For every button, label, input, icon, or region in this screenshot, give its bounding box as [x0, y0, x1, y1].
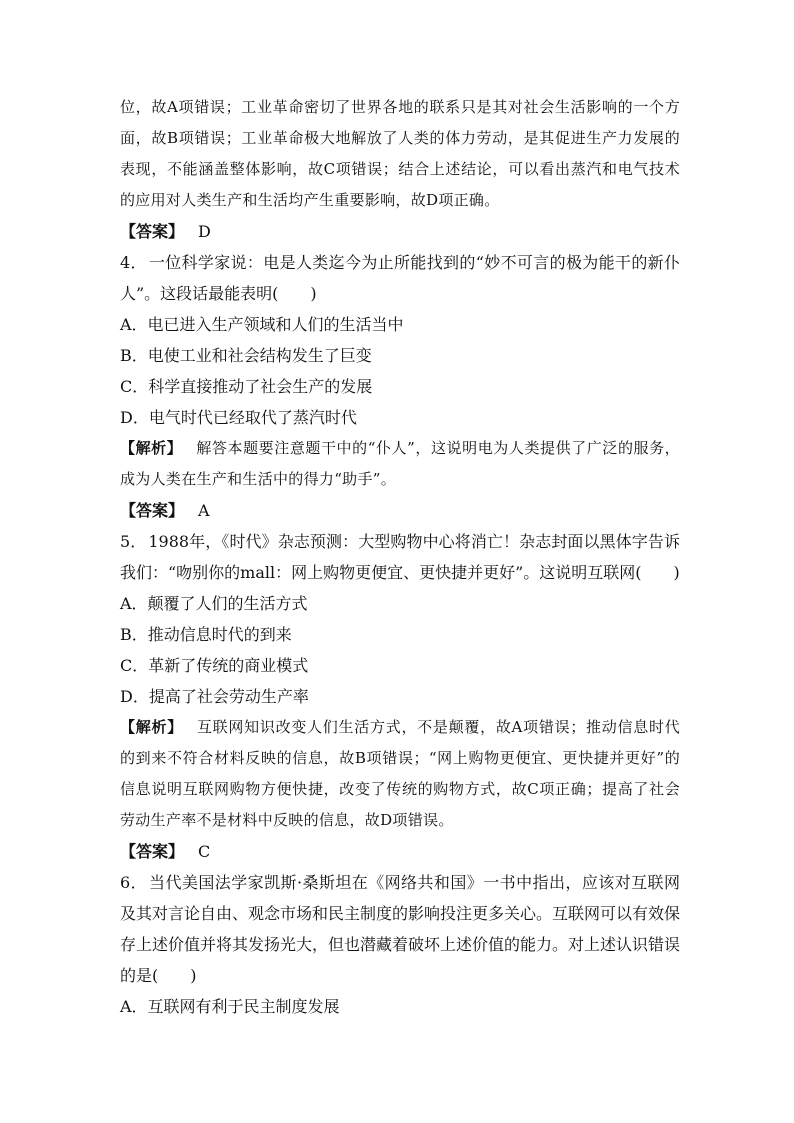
q4-option-a: A．电已进入生产领域和人们的生活当中: [120, 315, 404, 334]
answer-label: 【答案】: [120, 842, 185, 861]
q3-answer: D: [198, 222, 211, 241]
q4-answer-line: [120, 495, 680, 526]
q5-option-d: D．提高了社会劳动生产率: [120, 687, 309, 706]
q6-stem-text: 当代美国法学家凯斯·桑斯坦在《网络共和国》一书中指出，应该对互联网及其对言论自由、观念市场和民主制度的影响投注更多关心。互联网可以有效保存上述价值并将其发扬光大，但也潜藏着破坏上述价值的能力。对上述认识错误的是( ): [120, 873, 681, 985]
q5-number: 5．: [120, 532, 147, 551]
q5-answer-line: [120, 836, 680, 867]
q5-option-c: C．革新了传统的商业模式: [120, 656, 309, 675]
document-body: [120, 92, 680, 1022]
q4-option-d: D．电气时代已经取代了蒸汽时代: [120, 408, 357, 427]
q4-stem-text: 一位科学家说：电是人类迄今为止所能找到的“妙不可言的极为能干的新仆人”。这段话最能表明( ): [120, 253, 680, 303]
q4-option-c: C．科学直接推动了社会生产的发展: [120, 377, 373, 396]
q5-option-b: B．推动信息时代的到来: [120, 625, 292, 644]
q5-analysis: [120, 712, 680, 836]
q4-option-b: B．电使工业和社会结构发生了巨变: [120, 346, 372, 365]
analysis-label: 【解析】: [120, 439, 183, 457]
answer-label: 【答案】: [120, 501, 185, 520]
q6-number: 6．: [120, 873, 148, 892]
analysis-label: 【解析】: [120, 718, 183, 736]
q5-answer: C: [198, 842, 211, 861]
q4-stem: [120, 247, 680, 309]
q3-explanation-continued: 位，故A项错误；工业革命密切了世界各地的联系只是其对社会生活影响的一个方面，故B项错误；工业革命极大地解放了人类的体力劳动，是其促进生产力发展的表现，不能涵盖整体影响，故C项错误；结合上述结论，可以看出蒸汽和电气技术的应用对人类生产和生活均产生重要影响，故D项正确。: [120, 98, 680, 209]
q5-analysis-text: 互联网知识改变人们生活方式，不是颠覆，故A项错误；推动信息时代的到来不符合材料反映的信息，故B项错误；“网上购物更便宜、更快捷并更好”的信息说明互联网购物方便快捷，改变了传统的购物方式，故C项正确；提高了社会劳动生产率不是材料中反映的信息，故D项错误。: [120, 718, 681, 829]
q6-stem: [120, 867, 680, 991]
q4-analysis-text: 解答本题要注意题干中的“仆人”，这说明电为人类提供了广泛的服务，成为人类在生产和生活中的得力“助手”。: [120, 439, 680, 488]
q5-stem: [120, 526, 680, 588]
q5-stem-text: 1988年，《时代》杂志预测：大型购物中心将消亡！杂志封面以黑体字告诉我们：“吻别你的mall：网上购物更便宜、更快捷并更好”。这说明互联网( ): [120, 532, 680, 582]
q6-option-a: A．互联网有利于民主制度发展: [120, 997, 340, 1016]
q4-answer: A: [198, 501, 210, 520]
q3-answer-line: [120, 216, 680, 247]
q4-number: 4．: [120, 253, 147, 272]
q4-analysis: [120, 433, 680, 495]
answer-label: 【答案】: [120, 222, 185, 241]
q5-option-a: A．颠覆了人们的生活方式: [120, 594, 308, 613]
